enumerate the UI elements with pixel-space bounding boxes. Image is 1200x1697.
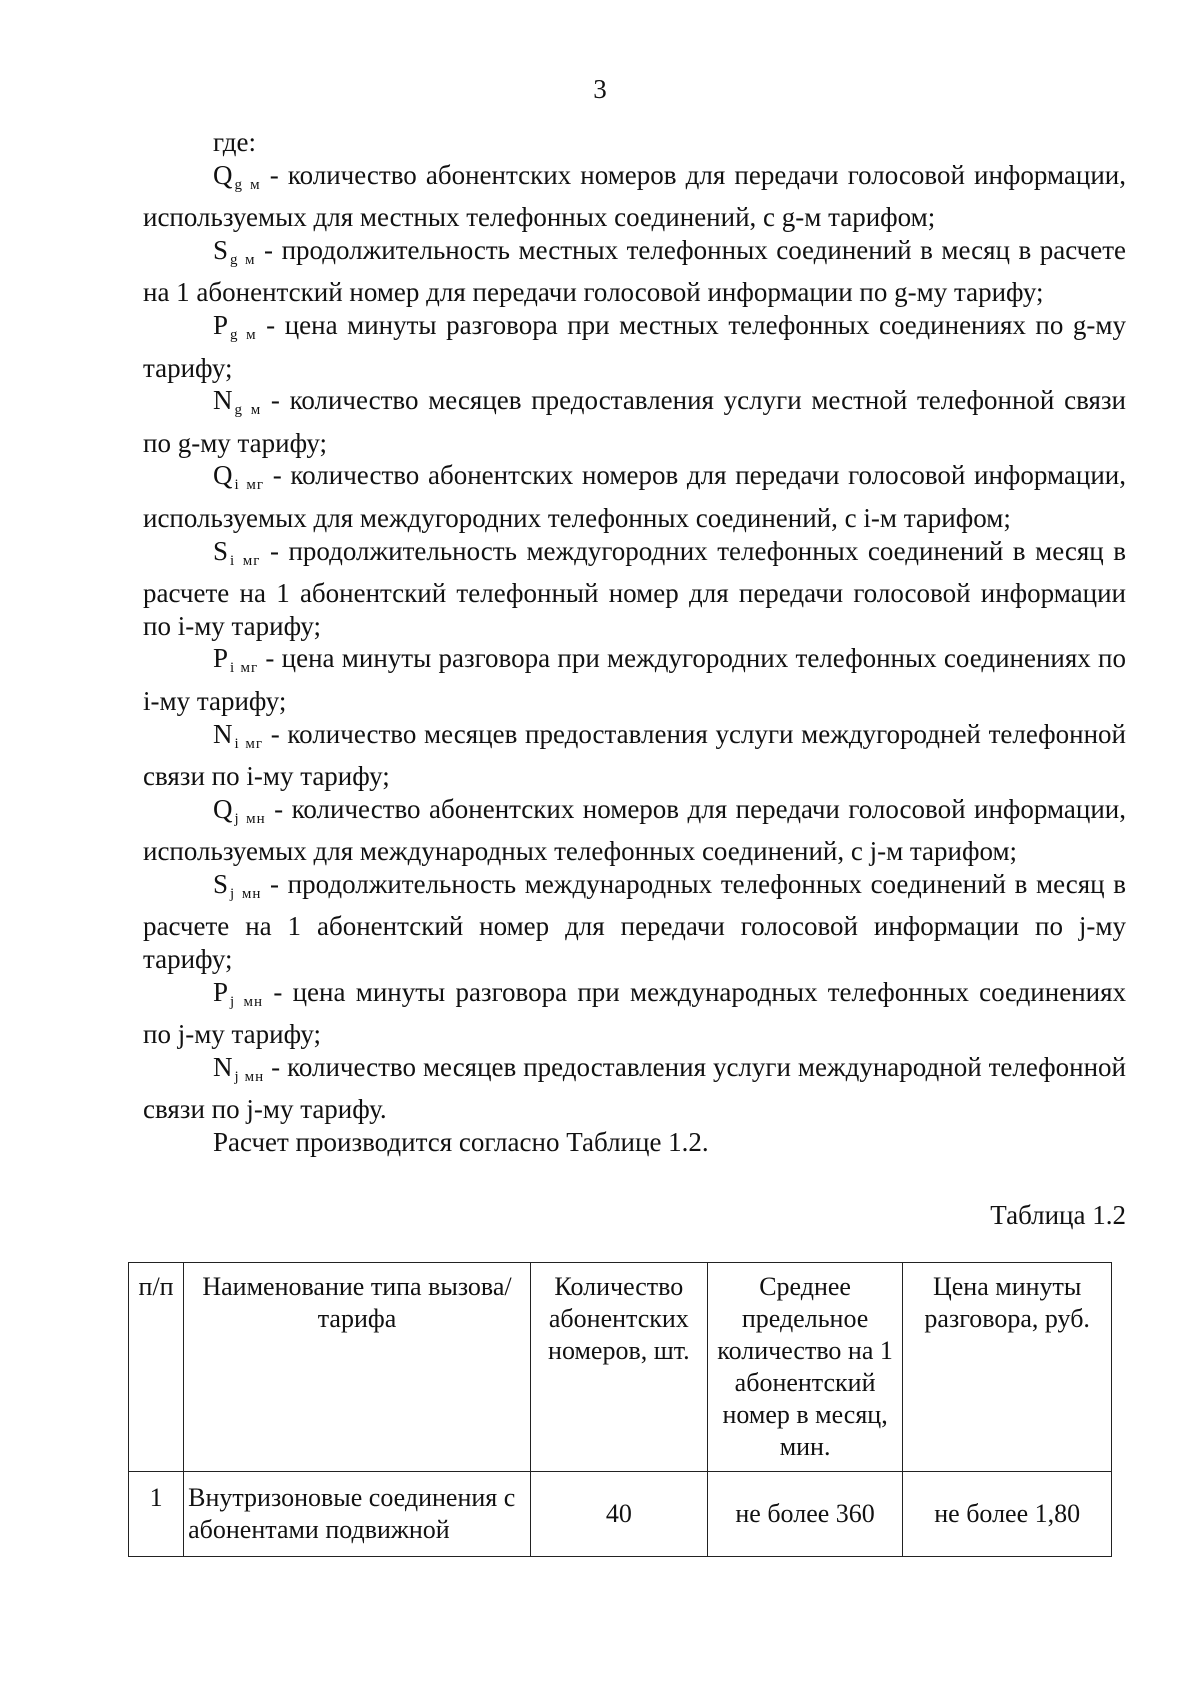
header-cell: п/п xyxy=(129,1263,184,1472)
closing-text: Расчет производится согласно Таблице 1.2. xyxy=(213,1127,709,1158)
header-cell: Среднее предельное количество на 1 абонентский номер в месяц, мин. xyxy=(707,1263,903,1472)
definition-item: N $_{g м}$ - количество месяцев предоставления услуги местной телефонной связи по g-му тарифу; xyxy=(143,385,1126,458)
table-cell: 40 xyxy=(530,1472,707,1557)
definition-item: S $_{j мн}$ - продолжительность международных телефонных соединений в месяц в расчете на 1 абонентский номер для передачи голосовой информации по j-му тарифу; xyxy=(143,868,1127,975)
definition-item: Q $_{i мг}$ - количество абонентских номеров для передачи голосовой информации, используемых для междугородних телефонных соединений, с i-м тарифом; xyxy=(143,460,1127,533)
table-row xyxy=(129,1472,1112,1557)
header-cell: Цена минуты разговора, руб. xyxy=(903,1263,1112,1472)
table-header-row xyxy=(129,1263,1112,1472)
definition-item: N $_{i мг}$ - количество месяцев предоставления услуги междугородней телефонной связи по i-му тарифу; xyxy=(143,718,1126,792)
table-caption: Таблица 1.2 xyxy=(990,1200,1126,1230)
header-cell: Количество абонентских номеров, шт. xyxy=(530,1263,707,1472)
table-cell: не более 1,80 xyxy=(903,1472,1112,1557)
definition-item: N $_{j мн}$ - количество месяцев предоставления услуги международной телефонной связи по j-му тарифу. xyxy=(143,1051,1127,1125)
definition-item: S $_{i мг}$ - продолжительность междугородних телефонных соединений в месяц в расчете на 1 абонентский телефонный номер для передачи голосовой информации по i-му тарифу; xyxy=(143,535,1126,641)
definition-item: P $_{j мн}$ - цена минуты разговора при международных телефонных соединениях по j-му тарифу; xyxy=(143,976,1127,1050)
table-cell: Внутризоновые соединения с абонентами подвижной xyxy=(184,1472,531,1557)
definition-item: S $_{g м}$ - продолжительность местных телефонных соединений в месяц в расчете на 1 абонентский номер для передачи голосовой информации по g-му тарифу; xyxy=(143,234,1127,308)
definition-item: P $_{g м}$ - цена минуты разговора при местных телефонных соединениях по g-му тарифу; xyxy=(143,309,1126,383)
body-text xyxy=(143,126,1126,1159)
page-number: 3 xyxy=(593,74,607,104)
definition-item: P $_{i мг}$ - цена минуты разговора при междугородних телефонных соединениях по i-му тарифу; xyxy=(143,643,1126,716)
definition-item: Q $_{j мн}$ - количество абонентских номеров для передачи голосовой информации, используемых для международных телефонных соединений, с j-м тарифом; xyxy=(143,793,1127,867)
table-cell: 1 xyxy=(129,1472,184,1557)
tariff-table xyxy=(128,1262,1112,1557)
header-cell: Наименование типа вызова/тарифа xyxy=(184,1263,531,1472)
intro-text: где: xyxy=(213,127,256,157)
table-cell: не более 360 xyxy=(707,1472,903,1557)
definition-item: Q $_{g м}$ - количество абонентских номеров для передачи голосовой информации, используемых для местных телефонных соединений, с g-м тарифом; xyxy=(143,159,1127,233)
